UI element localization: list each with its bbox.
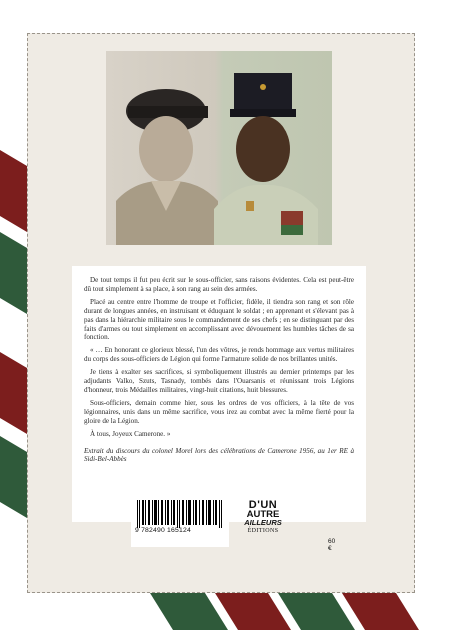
stripe-red-left-bottom: [0, 352, 27, 434]
speech-extract-credit: Extrait du discours du colonel Morel lors des célébrations de Camerone 1956, au 1er RE à Sidi-Bel-Abbès: [84, 446, 354, 464]
back-cover-text: [72, 266, 366, 522]
quote-paragraph-1: « … En honorant ce glorieux blessé, l'un des vôtres, je rends hommage aux vertus militaires du corps des sous-officiers de Légion qui forme l'armature solide de nos brillantes unités.: [84, 346, 354, 364]
publisher-logo: [240, 500, 286, 548]
stripe-red-bottom-2: [342, 593, 419, 630]
stripe-red-left-top: [0, 150, 27, 232]
publisher-logo-line2: AUTRE: [246, 509, 280, 520]
publisher-logo-line4: ÉDITIONS: [247, 528, 279, 534]
quote-paragraph-3: Sous-officiers, demain comme hier, sous les ordres de vos officiers, à la tête de vos légionnaires, unis dans un même sacrifice, vous irez au combat avec la même fierté pour la gloire de la Légion.: [84, 398, 354, 425]
portrait-photo: [106, 51, 332, 245]
paragraph-2: Placé au centre entre l'homme de troupe et l'officier, fidèle, il tiendra son rang et son rôle durant de longues années, en instruisant et éduquant le soldat ; en apprenant et s'élevant pas à pas dans la hiérarchie militaire sous le commandement de ses chefs ; en se distinguant par des faits d'armes ou tout simplement en accomplissant avec dévouement les humbles tâches de sa fonction.: [84, 297, 354, 342]
paragraph-1: De tout temps il fut peu écrit sur le sous-officier, sans raisons évidentes. Cela est peut-être dû tout simplement à sa place, à son rang au sein des armées.: [84, 276, 354, 293]
stripe-green-left-top: [0, 232, 27, 314]
price: 60 €: [328, 538, 336, 552]
stripe-green-left-bottom: [0, 436, 27, 518]
quote-paragraph-2: Je tiens à exalter ses sacrifices, si symboliquement illustrés au dernier printemps par les adjudants Valko, Szuts, Tasnady, tombés dans l'Ouarsanis et réunissant trois Légions d'honneur, trois Médailles militaires, vingt-huit citations, huit blessures.: [84, 368, 354, 394]
publisher-logo-line3: AILLEURS: [244, 518, 282, 527]
isbn-digits: 9 782490 165124: [135, 527, 191, 534]
stripe-red-bottom-1: [215, 593, 291, 630]
barcode-bars: [135, 500, 225, 528]
stripe-green-bottom-2: [278, 593, 355, 630]
soldiers-portrait-illustration: [106, 51, 332, 245]
quote-paragraph-4: À tous, Joyeux Camerone. »: [90, 429, 171, 438]
stripe-green-bottom-1: [150, 593, 228, 630]
publisher-logo-line1: D'UN: [248, 499, 278, 511]
